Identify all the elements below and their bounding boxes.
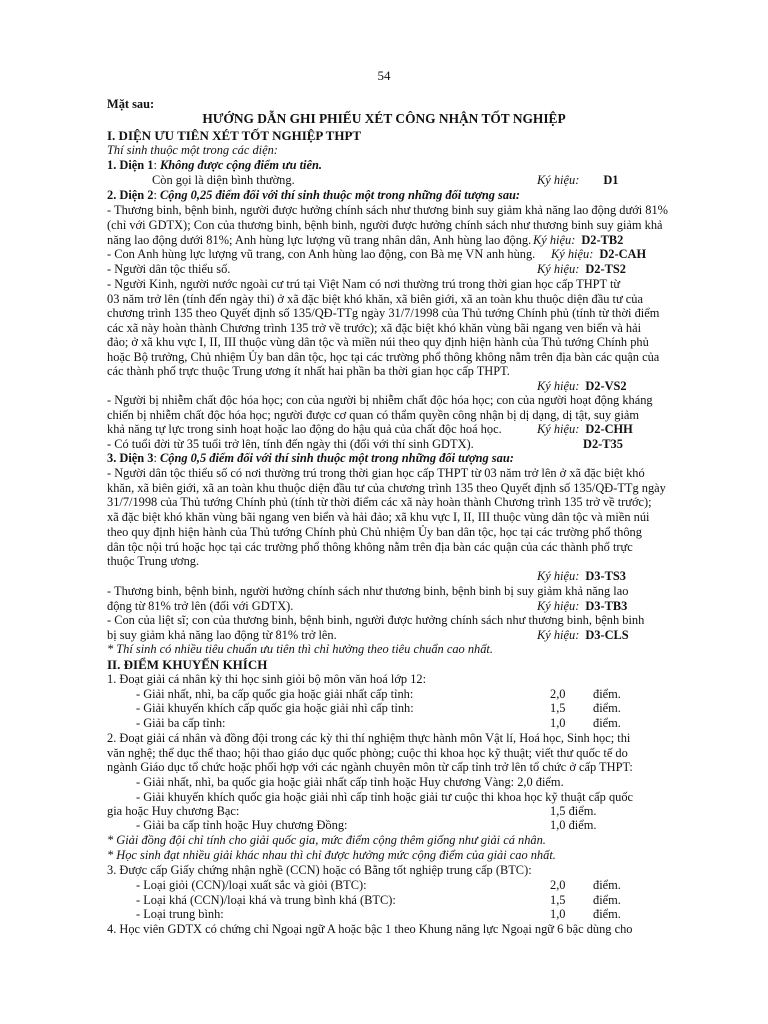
ts3-line-3: 31/7/1998 của Thủ tướng Chính phủ (tính từ thời điểm các xã này hoàn thành Chương trình 135 trở về trước); <box>107 495 652 509</box>
tb2-line-3: năng lao động dưới 81%; Anh hùng lực lượng vũ trang nhân dân, Anh hùng lao động. <box>107 233 532 247</box>
section-2-heading: II. ĐIỂM KHUYẾN KHÍCH <box>107 657 268 672</box>
chh-line-1: - Người bị nhiễm chất độc hóa học; con của người bị nhiễm chất độc hóa học; con của người hoạt động kháng <box>107 393 653 407</box>
award-2-item-3: - Giải ba cấp tỉnh hoặc Huy chương Đồng: <box>136 818 348 832</box>
kinh-line-6: hoặc Bộ trưởng, Chủ nhiệm Ủy ban dân tộc, học tại các trường phổ thông không nằm trên địa bàn các quận của <box>107 350 660 364</box>
award-1-item-1: - Giải nhất, nhì, ba cấp quốc gia hoặc giải nhất cấp tỉnh: <box>136 687 414 701</box>
code-d2-t35: D2-T35 <box>583 437 623 451</box>
ts3-line-2: khăn, xã biên giới, xã an toàn khu thuộc diện đầu tư của chương trình 135 theo Quyết định số 135/QĐ-TTg ngày <box>107 481 666 495</box>
award-note-2: * Học sinh đạt nhiều giải khác nhau thì chỉ được hưởng mức cộng điểm của giải cao nhất. <box>107 848 556 862</box>
t35-line: - Có tuổi đời từ 35 tuổi trở lên, tính đến ngày thi (đối với thí sinh GDTX). <box>107 437 474 451</box>
kinh-line-5: đảo; ở xã khu vực I, II, III thuộc vùng dân tộc và miền núi theo quy định hiện hành của Thủ tướng Chính phủ <box>107 335 649 349</box>
cls-line-1: - Con của liệt sĩ; con của thương binh, bệnh binh, người được hưởng chính sách như thương binh, bệnh binh <box>107 613 645 627</box>
ts3-line-5: theo quy định hiện hành của Thủ tướng Chính phủ Chủ nhiệm Ủy ban dân tộc, học tại các trường phổ thông <box>107 525 642 539</box>
section-1-heading: I. DIỆN ƯU TIÊN XÉT TỐT NGHIỆP THPT <box>107 128 362 143</box>
kinh-line-4: các xã này hoàn thành Chương trình 135 trở về trước); xã đặc biệt khó khăn vùng bãi ngang ven biển và hải <box>107 321 642 335</box>
category-1-note: Còn gọi là diện bình thường. <box>152 173 295 187</box>
ts3-line-7: thuộc Trung ương. <box>107 554 200 568</box>
award-3-item-2-points: 1,5 <box>550 893 566 907</box>
award-1-item-3-points: 1,0 <box>550 716 566 730</box>
award-2-item-2-line-1: - Giải khuyến khích quốc gia hoặc giải nhì cấp tỉnh hoặc giải tư cuộc thi khoa học kỹ thuật cấp quốc <box>136 790 634 804</box>
code-d2-cah: Ký hiệu: D2-CAH <box>551 247 647 261</box>
award-2-line-1: 2. Đoạt giải cá nhân và đồng đội trong các kỳ thi thí nghiệm thực hành môn Vật lí, Hoá học, Sinh học; thi <box>107 731 631 745</box>
tb2-line-2: (chỉ với GDTX); Con của thương binh, bệnh binh, người được hưởng chính sách như thương binh suy giảm khả <box>107 218 663 232</box>
priority-note: * Thí sinh có nhiều tiêu chuẩn ưu tiên thì chỉ hưởng theo tiêu chuẩn cao nhất. <box>107 642 493 656</box>
chh-line-2: chiến bị nhiễm chất độc hóa học; người được cơ quan có thẩm quyền công nhận bị dị dạng, dị tật, suy giảm <box>107 408 640 422</box>
cls-line-2: bị suy giảm khả năng lao động từ 81% trở lên. <box>107 628 337 642</box>
category-2-line: 2. Diện 2: Cộng 0,25 điểm đối với thí sinh thuộc một trong những đối tượng sau: <box>107 188 521 202</box>
award-3-item-2: - Loại khá (CCN)/loại khá và trung bình khá (BTC): <box>136 893 396 907</box>
award-2-item-3-points: 1,0 điểm. <box>550 818 597 832</box>
category-3-line: 3. Diện 3: Cộng 0,5 điểm đối với thí sinh thuộc một trong những đối tượng sau: <box>107 451 514 465</box>
award-1-item-3-unit: điểm. <box>593 716 621 730</box>
award-3-item-3-unit: điểm. <box>593 907 621 921</box>
code-d3-ts3: Ký hiệu: D3-TS3 <box>537 569 626 583</box>
award-3-item-1-unit: điểm. <box>593 878 621 892</box>
tb3-line-2: động từ 81% trở lên (đối với GDTX). <box>107 599 294 613</box>
award-1-item-3: - Giải ba cấp tỉnh: <box>136 716 226 730</box>
cah-line: - Con Anh hùng lực lượng vũ trang, con Anh hùng lao động, con Bà mẹ VN anh hùng. <box>107 247 536 261</box>
award-3-item-1: - Loại giỏi (CCN)/loại xuất sắc và giỏi (BTC): <box>136 878 367 892</box>
ts3-line-1: - Người dân tộc thiểu số có nơi thường trú trong thời gian học cấp THPT từ 03 năm trở lên ở xã đặc biệt khó <box>107 466 645 480</box>
document-title: HƯỚNG DẪN GHI PHIẾU XÉT CÔNG NHẬN TỐT NGHIỆP <box>202 111 566 126</box>
kinh-line-1: - Người Kinh, người nước ngoài cư trú tại Việt Nam có nơi thường trú trong thời gian học cấp THPT từ <box>107 277 621 291</box>
award-2-item-1: - Giải nhất, nhì, ba quốc gia hoặc giải nhất cấp tỉnh hoặc Huy chương Vàng: 2,0 điểm. <box>136 775 564 789</box>
ts3-line-4: xã đặc biệt khó khăn vùng bãi ngang ven biển và hải đảo; xã khu vực I, II, III thuộc vùng dân tộc và miền núi <box>107 510 650 524</box>
award-3-item-1-points: 2,0 <box>550 878 566 892</box>
tb2-line-1: - Thương binh, bệnh binh, người được hưởng chính sách như thương binh suy giảm khả năng lao động dưới 81% <box>107 203 669 217</box>
award-1-item-2: - Giải khuyến khích cấp quốc gia hoặc giải nhì cấp tỉnh: <box>136 701 414 715</box>
tb3-line-1: - Thương binh, bệnh binh, người hưởng chính sách như thương binh, bệnh binh bị suy giảm khả năng lao <box>107 584 629 598</box>
page-number: 54 <box>377 68 391 83</box>
award-note-1: * Giải đồng đội chỉ tính cho giải quốc gia, mức điểm cộng thêm giống như giải cá nhân. <box>107 833 546 847</box>
award-3-heading: 3. Được cấp Giấy chứng nhận nghề (CCN) hoặc có Bằng tốt nghiệp trung cấp (BTC): <box>107 863 532 877</box>
code-d2-tb2: Ký hiệu: D2-TB2 <box>533 233 624 247</box>
kinh-line-2: 03 năm trở lên (tính đến ngày thi) ở xã đặc biệt khó khăn, xã biên giới, xã an toàn khu thuộc diện đầu tư của <box>107 292 643 306</box>
award-1-item-1-unit: điểm. <box>593 687 621 701</box>
kinh-line-3: chương trình 135 theo Quyết định số 135/QĐ-TTg ngày 31/7/1998 của Thủ tướng Chính phủ (tính từ thời điểm <box>107 306 660 320</box>
chh-line-3: khả năng tự lực trong sinh hoạt hoặc lao động do hậu quả của chất độc hoá học. <box>107 422 502 436</box>
award-4-line-1: 4. Học viên GDTX có chứng chỉ Ngoại ngữ A hoặc bậc 1 theo Khung năng lực Ngoại ngữ 6 bậc dùng cho <box>107 922 633 936</box>
side-label: Mặt sau: <box>107 97 155 111</box>
award-1-item-2-unit: điểm. <box>593 701 621 715</box>
kinh-line-7: các thành phố trực thuộc Trung ương ít nhất hai phần ba thời gian học cấp THPT. <box>107 364 510 378</box>
award-3-item-3: - Loại trung bình: <box>136 907 224 921</box>
code-d2-chh: Ký hiệu: D2-CHH <box>537 422 633 436</box>
code-d3-cls: Ký hiệu: D3-CLS <box>537 628 629 642</box>
code-d3-tb3: Ký hiệu: D3-TB3 <box>537 599 628 613</box>
award-2-line-3: ngành Giáo dục tổ chức hoặc phối hợp với các ngành chuyên môn từ cấp tỉnh trở lên tổ chức ở cấp THPT: <box>107 760 633 774</box>
code-d2-ts2: Ký hiệu: D2-TS2 <box>537 262 626 276</box>
award-3-item-3-points: 1,0 <box>550 907 566 921</box>
ts3-line-6: dân tộc nội trú hoặc học tại các trường phổ thông không nằm trên địa bàn các quận của các thành phố trực <box>107 540 633 554</box>
code-d1: Ký hiệu: D1 <box>537 173 619 187</box>
code-d2-vs2: Ký hiệu: D2-VS2 <box>537 379 627 393</box>
award-1-heading: 1. Đoạt giải cá nhân kỳ thi học sinh giỏi bộ môn văn hoá lớp 12: <box>107 672 427 686</box>
ts2-line: - Người dân tộc thiểu số. <box>107 262 231 276</box>
category-1-line: 1. Diện 1: Không được cộng điểm ưu tiên. <box>107 158 322 172</box>
award-2-line-2: văn nghệ; thể dục thể thao; hội thao giáo dục quốc phòng; cuộc thi khoa học kỹ thuật; viết thư quốc tế do <box>107 746 628 760</box>
award-2-item-2-points: 1,5 điểm. <box>550 804 597 818</box>
award-1-item-1-points: 2,0 <box>550 687 566 701</box>
award-1-item-2-points: 1,5 <box>550 701 566 715</box>
section-1-intro: Thí sinh thuộc một trong các diện: <box>107 143 278 157</box>
award-2-item-2-line-2: gia hoặc Huy chương Bạc: <box>107 804 240 818</box>
award-3-item-2-unit: điểm. <box>593 893 621 907</box>
